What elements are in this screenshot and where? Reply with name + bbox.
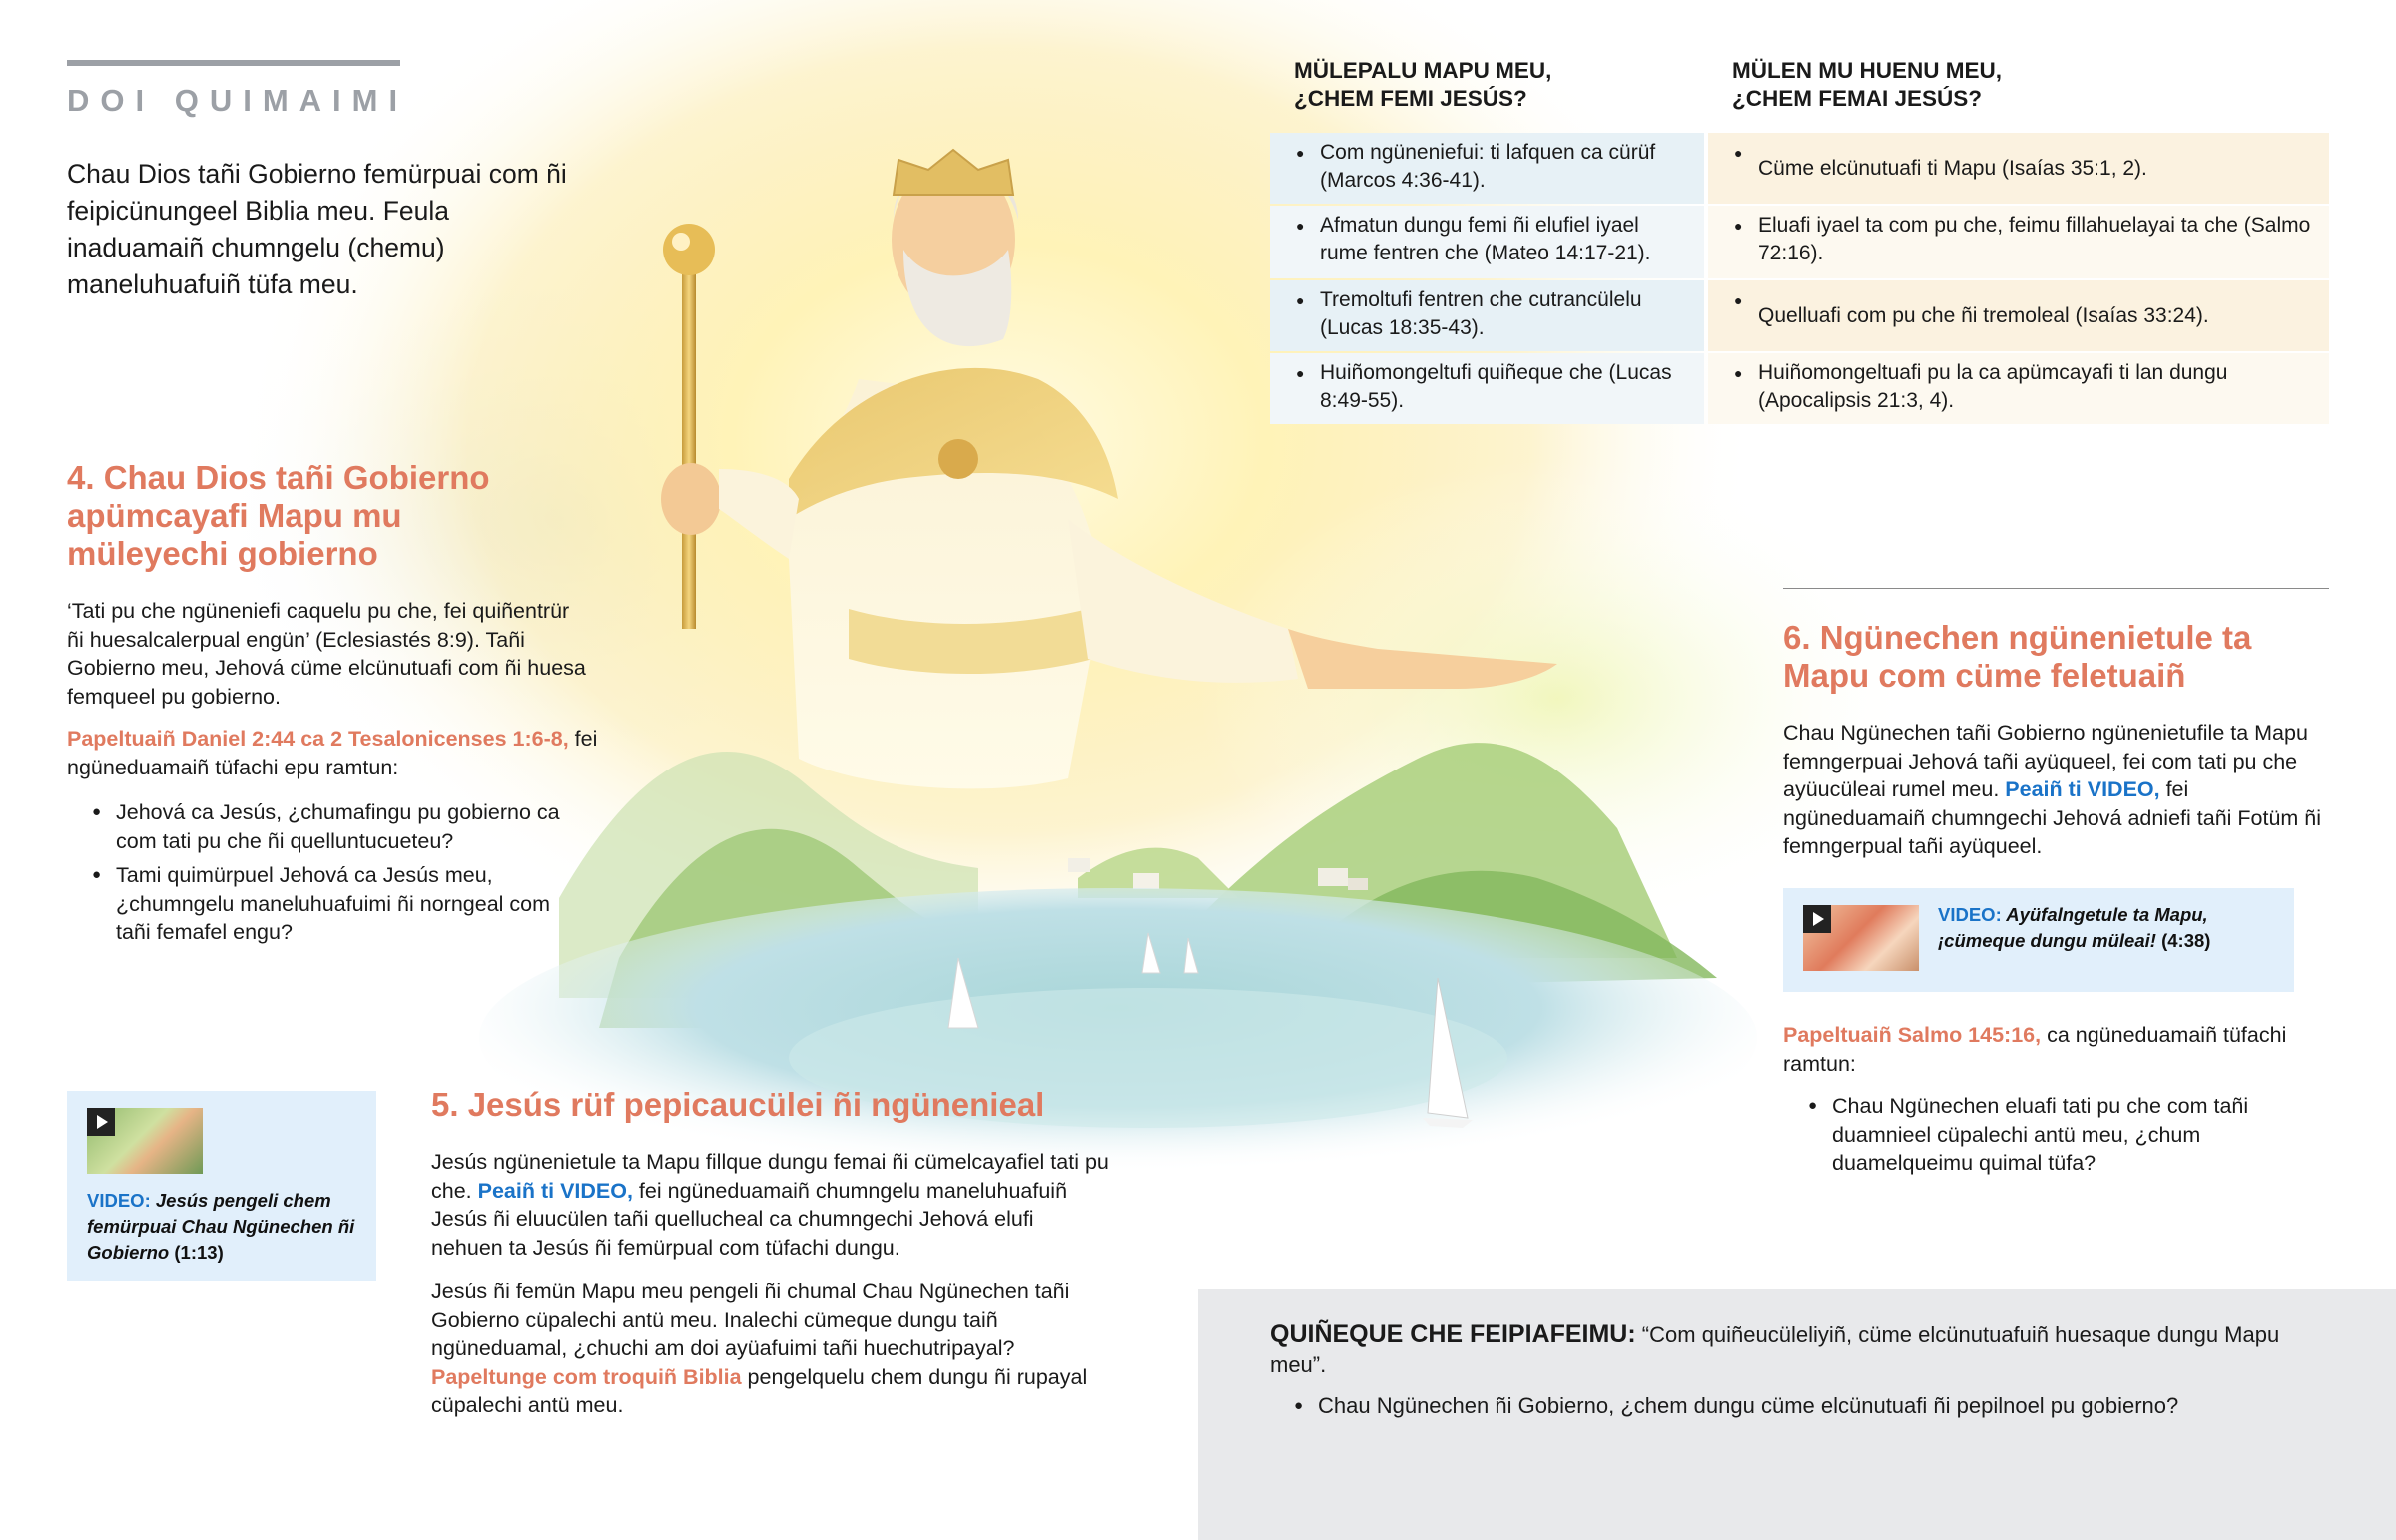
video-caption: [1938, 902, 2287, 954]
question-item: ● Tami quimürpuel Jehová ca Jesús meu, ¿chumngelu maneluhuafuimi ñi norngeal com tañi femafel engu?: [92, 861, 571, 947]
section-4-questions: [92, 798, 571, 953]
paragraph-text: pengelquelu chem dungu ñi rupayal cüpalechi antü meu.: [431, 1364, 1088, 1417]
paragraph-text: fei ngüneduamaiñ chumngelu maneluhuafuiñ Jesús ñi eluucülen tañi quellucheal ca chumngechi Jehová elufi nehuen ta Jesús ñi femürpual com tüfachi dungu.: [431, 1178, 1068, 1260]
video-duration: (4:38): [2161, 930, 2211, 951]
video-thumbnail[interactable]: [1803, 905, 1919, 971]
video-thumbnail[interactable]: [87, 1108, 203, 1174]
section-6-paragraph: [1783, 719, 2322, 861]
paragraph-text: Jesús ñi femün Mapu meu pengeli ñi chumal Chau Ngünechen tañi Gobierno cüpalechi antü meu. Inalechi cümeque dungu taiñ ngüneduamal, ¿chuchi am doi ayüafuimi tañi huechutripayal?: [431, 1280, 1070, 1360]
section-6-reading: [1783, 1021, 2302, 1078]
question-item: ● Chau Ngünechen eluafi tati pu che com tañi duamnieel cüpalechi antü meu, ¿chum duamelqueimu quimal tüfa?: [1808, 1092, 2267, 1178]
section-6-heading: 6. Ngünechen ngünenietule ta Mapu com cüme feletuaiñ: [1783, 619, 2252, 694]
video-card-jesus-kingdom[interactable]: [67, 1091, 376, 1281]
table-right-header: MÜLEN MU HUENU MEU, ¿CHEM FEMAI JESÚS?: [1732, 58, 2002, 111]
video-card-paradise[interactable]: [1783, 888, 2294, 992]
objection-questions: [1294, 1392, 2292, 1427]
table-right-row: ● Cüme elcünutuafi ti Mapu (Isaías 35:1, 2).: [1708, 133, 2329, 204]
scripture-reference[interactable]: Papeltunge com troquiñ Biblia: [431, 1364, 742, 1389]
section-5-paragraph-2: [431, 1278, 1110, 1420]
header-rule: [67, 60, 400, 66]
table-right-row: ● Quelluafi com pu che ñi tremoleal (Isaías 33:24).: [1708, 280, 2329, 351]
section-title: DOI QUIMAIMI: [67, 83, 409, 118]
play-icon[interactable]: [87, 1108, 115, 1136]
video-title: Jesús pengeli chem femürpuai Chau Ngünechen ñi Gobierno: [87, 1190, 355, 1263]
table-left-row: ● Tremoltufi fentren che cutrancülelu (Lucas 18:35-43).: [1270, 280, 1704, 351]
section-6-questions: [1808, 1092, 2267, 1184]
section-4-heading: 4. Chau Dios tañi Gobierno apümcayafi Mapu mu müleyechi gobierno: [67, 459, 490, 572]
table-left-row: ● Com ngüneniefui: ti lafquen ca cürüf (Marcos 4:36-41).: [1270, 133, 1704, 204]
video-label: VIDEO:: [1938, 904, 2002, 925]
intro-paragraph: Chau Dios tañi Gobierno femürpuai com ñi feipicünungeel Biblia meu. Feula inaduamaiñ chumngelu (chemu) maneluhuafuiñ tüfa meu.: [67, 159, 567, 299]
paragraph-text: fei ngüneduamaiñ chumngechi Jehová adniefi tañi Fotüm ñi femngerpual tañi ayüqueel.: [1783, 777, 2322, 858]
question-item: ● Chau Ngünechen ñi Gobierno, ¿chem dungu cüme elcünutuafi ñi pepilnoel pu gobierno?: [1294, 1392, 2292, 1421]
paragraph-text: Chau Ngünechen tañi Gobierno ngünenietufile ta Mapu femngerpuai Jehová tañi ayüqueel, fei com tati pu che ayüucüleai rumel meu.: [1783, 721, 2308, 801]
section-5-paragraph-1: [431, 1148, 1110, 1262]
paragraph-text: Jesús ngünenietule ta Mapu fillque dungu femai ñi cümelcayafiel tati pu che.: [431, 1150, 1109, 1203]
play-icon[interactable]: [1803, 905, 1831, 933]
scripture-reference[interactable]: Papeltuaiñ Daniel 2:44 ca 2 Tesalonicenses 1:6-8,: [67, 727, 569, 751]
table-left-row: ● Afmatun dungu femi ñi elufiel iyael rume fentren che (Mateo 14:17-21).: [1270, 206, 1704, 278]
section-4-paragraph: ‘Tati pu che ngüneniefi caquelu pu che, fei quiñentrür ñi huesalcalerpual engün’ (Eclesiastés 8:9). Tañi Gobierno meu, Jehová cüme elcünutuafi com ñi huesa femqueel pu gobierno.: [67, 599, 586, 709]
video-caption: [87, 1188, 361, 1266]
objection-statement: [1270, 1319, 2288, 1380]
scripture-reference[interactable]: Papeltuaiñ Salmo 145:16,: [1783, 1023, 2042, 1047]
video-duration: (1:13): [174, 1242, 224, 1263]
section-divider: [1783, 588, 2329, 589]
reading-instruction: ca ngüneduamaiñ tüfachi ramtun:: [1783, 1023, 2287, 1076]
video-link[interactable]: Peaiñ ti VIDEO,: [477, 1178, 633, 1203]
video-title: Ayüfalngetule ta Mapu, ¡cümeque dungu müleai!: [1938, 904, 2208, 951]
question-item: ● Jehová ca Jesús, ¿chumafingu pu gobierno ca com tati pu che ñi quelluntucueteu?: [92, 798, 571, 855]
objection-label: QUIÑEQUE CHE FEIPIAFEIMU:: [1270, 1320, 1636, 1348]
table-left-header: MÜLEPALU MAPU MEU, ¿CHEM FEMI JESÚS?: [1294, 58, 1552, 111]
video-link[interactable]: Peaiñ ti VIDEO,: [2005, 777, 2160, 801]
section-5-heading: 5. Jesús rüf pepicaucülei ñi ngünenieal: [431, 1086, 1045, 1123]
section-4-reading: [67, 725, 606, 781]
reading-instruction: fei ngüneduamaiñ tüfachi epu ramtun:: [67, 727, 598, 779]
objection-quote: “Com quiñeucüleliyiñ, cüme elcünutuafuiñ huesaque dungu Mapu meu”.: [1270, 1322, 2280, 1377]
video-label: VIDEO:: [87, 1190, 151, 1211]
table-left-row: ● Huiñomongeltufi quiñeque che (Lucas 8:49-55).: [1270, 353, 1704, 424]
table-right-row: ● Huiñomongeltuafi pu la ca apümcayafi ti lan dungu (Apocalipsis 21:3, 4).: [1708, 353, 2329, 424]
table-right-row: ● Eluafi iyael ta com pu che, feimu fillahuelayai ta che (Salmo 72:16).: [1708, 206, 2329, 278]
